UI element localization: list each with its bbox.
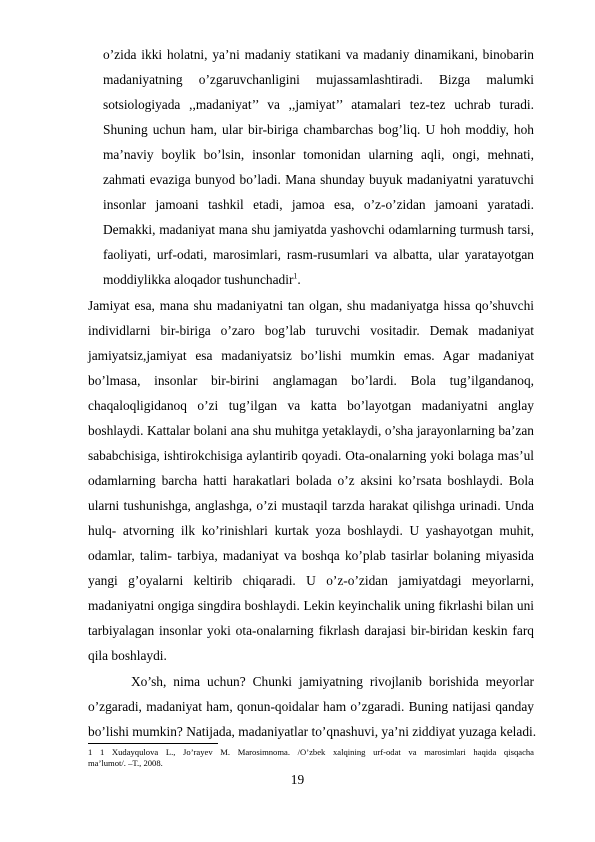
footnote-separator — [88, 743, 218, 744]
paragraph-2-line: ularni tushunishga, anglashga, o’zi mustaqil tarzda harakat qilishga urinadi. Unda — [88, 498, 534, 513]
paragraph-2-line: odamlarning barcha hatti harakatlari bolada o’z aksini ko’rsata boshlaydi. Bola — [88, 473, 534, 488]
paragraph-2-line: individlarni bir-biriga o’zaro bog’lab turuvchi vositadir. Demak madaniyat — [88, 323, 534, 338]
paragraph-2-line: tarbiyalagan insonlar yoki ota-onalarning fikrlash darajasi bir-biridan keskin farq — [88, 623, 534, 638]
paragraph-1-line: ma’naviy boylik bo’lsin, insonlar tomonidan ularning aqli, ongi, mehnati, — [103, 147, 534, 162]
paragraph-2-line: hulq- atvorning ilk ko’rinishlari kurtak yoza boshlaydi. U yashayotgan muhit, — [88, 523, 534, 538]
paragraph-1-line: sotsiologiyada ,,madaniyat’’ va ,,jamiyat’’ atamalari tez-tez uchrab turadi. — [103, 97, 534, 112]
paragraph-1-text: moddiylikka aloqador tushunchadir — [103, 272, 294, 287]
paragraph-1-period: . — [297, 272, 301, 287]
page-number: 19 — [290, 772, 305, 787]
paragraph-1-line: o’zida ikki holatni, ya’ni madaniy statikani va madaniy dinamikani, binobarin — [103, 47, 534, 62]
paragraph-1-line: zahmati evaziga bunyod bo’ladi. Mana shunday buyuk madaniyatni yaratuvchi — [103, 172, 534, 187]
paragraph-2-line: sababchisiga, ishtirokchisiga aylantirib qoyadi. Ota-onalarning yoki bolaga mas’ul — [88, 448, 534, 463]
footnote-line: ma’lumot/. –T., 2008. — [88, 758, 163, 768]
paragraph-2-line: qila boshlaydi. — [88, 648, 167, 663]
paragraph-1-line: Shuning uchun ham, ular bir-biriga chambarchas bog’liq. U hoh moddiy, hoh — [103, 122, 534, 137]
paragraph-2-line: madaniyatni ongiga singdira boshlaydi. Lekin keyinchalik uning fikrlashi bilan uni — [88, 598, 534, 613]
footnote-reference[interactable]: 1 — [293, 271, 298, 281]
paragraph-1-line: insonlar jamoani tashkil etadi, jamoa esa, o’z-o’zidan jamoani yaratadi. — [103, 197, 534, 212]
paragraph-2-line: yangi g’oyalarni keltirib chiqaradi. U o’z-o’zidan jamiyatdagi meyorlarni, — [88, 573, 534, 588]
paragraph-3-line: bo’lishi mumkin? Natijada, madaniyatlar to’qnashuvi, ya’ni ziddiyat yuzaga keladi. — [88, 724, 537, 739]
paragraph-2-line: jamiyatsiz,jamiyat esa madaniyatsiz bo’lishi mumkin emas. Agar madaniyat — [88, 348, 534, 363]
paragraph-2-line: boshlaydi. Kattalar bolani ana shu muhitga yetaklaydi, o’sha jarayonlarning ba’zan — [88, 423, 534, 438]
paragraph-2-line: Jamiyat esa, mana shu madaniyatni tan olgan, shu madaniyatga hissa qo’shuvchi — [88, 298, 534, 313]
paragraph-2-line: odamlar, talim- tarbiya, madaniyat va boshqa ko’plab tasirlar bolaning miyasida — [88, 548, 534, 563]
paragraph-2-line: bo’lmasa, insonlar bir-birini anglamagan bo’lardi. Bola tug’ilgandanoq, — [88, 373, 534, 388]
paragraph-3-line: Xo’sh, nima uchun? Chunki jamiyatning rivojlanib borishida meyorlar — [131, 674, 534, 689]
paragraph-1-line: madaniyatning o’zgaruvchanligini mujassamlashtiradi. Bizga malumki — [103, 72, 534, 87]
paragraph-3-line: o’zgaradi, madaniyat ham, qonun-qoidalar ham o’zgaradi. Buning natijasi qanday — [88, 699, 534, 714]
paragraph-1-line: Demakki, madaniyat mana shu jamiyatda yashovchi odamlarning turmush tarsi, — [103, 222, 534, 237]
paragraph-2-line: chaqaloqligidanoq o’zi tug’ilgan va katta bo’layotgan madaniyatni anglay — [88, 398, 534, 413]
paragraph-1-line: faoliyati, urf-odati, marosimlari, rasm-rusumlari va albatta, ular yaratayotgan — [103, 247, 534, 262]
footnote-line: 1 1 Xudayqulova L., Jo’rayev M. Marosimnoma. /O’zbek xalqining urf-odat va marosimlari haqida qisqacha — [88, 747, 534, 757]
paragraph-1-last-line — [103, 272, 534, 288]
